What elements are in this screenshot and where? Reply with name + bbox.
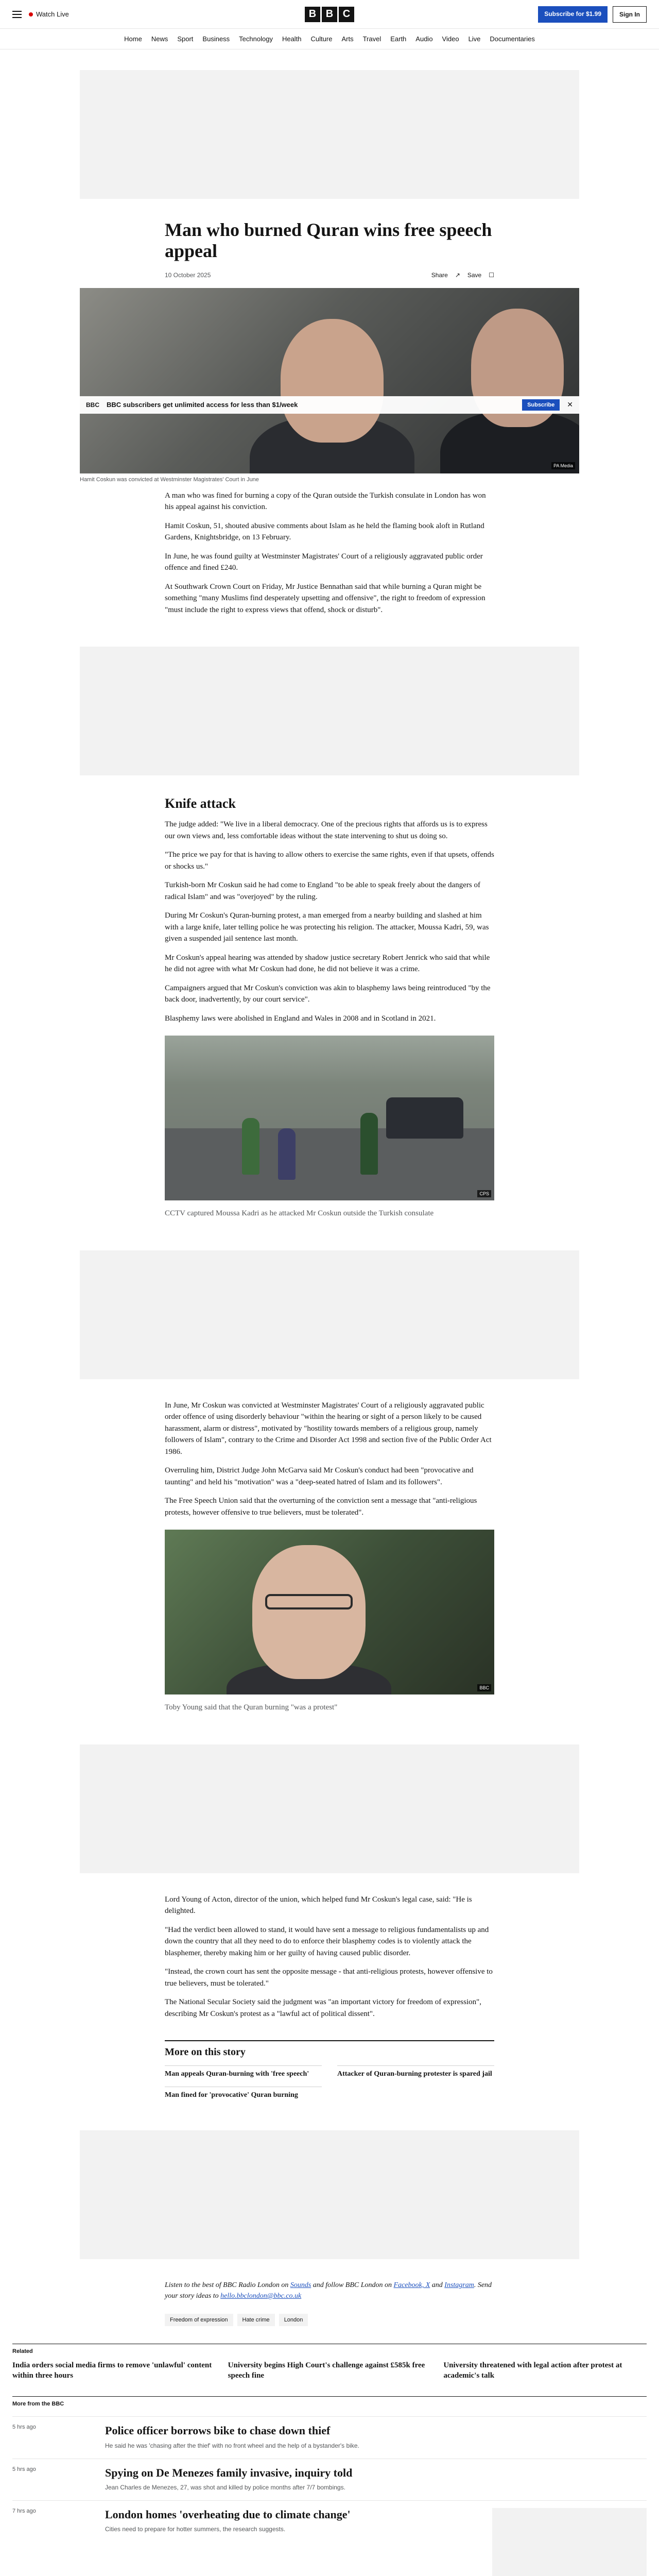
related-link[interactable]: University threatened with legal action after protest at academic's talk (443, 2361, 622, 2380)
related-title: Related (12, 2344, 647, 2354)
more-from-bbc (0, 2396, 659, 2576)
instagram-link[interactable]: Instagram (444, 2281, 474, 2290)
subscription-promo-banner (80, 396, 579, 414)
nav-item-business[interactable]: Business (202, 35, 230, 43)
sounds-link[interactable]: Sounds (290, 2281, 311, 2290)
bbc-logo[interactable]: B B C (146, 7, 513, 22)
paragraph: A man who was fined for burning a copy of the Quran outside the Turkish consulate in London has won his appeal against his conviction. (165, 491, 486, 512)
advertisement-top (80, 70, 579, 199)
subscribe-button[interactable]: Subscribe for $1.99 (538, 6, 608, 23)
nav-item-audio[interactable]: Audio (415, 35, 433, 43)
photo-caption: Toby Young said that the Quran burning "was a protest" (165, 1703, 338, 1712)
photo-copyright: CPS (477, 1190, 491, 1197)
story-title[interactable]: Spying on De Menezes family invasive, inquiry told (105, 2466, 353, 2479)
paragraph: Mr Coskun's appeal hearing was attended by shadow justice secretary Robert Jenrick who said that while he did not agree with what Mr Coskun had done, he did not believe it was a crime. (165, 953, 490, 974)
paragraph: The judge added: "We live in a liberal democracy. One of the precious rights that affords us is to express our own views and, less comfortable ideas without the state intervening to shut us doing so. (165, 820, 488, 840)
paragraph: In June, he was found guilty at Westminster Magistrates' Court of a religiously aggravated public order offence and fined £240. (165, 552, 483, 572)
hero-copyright: PA Media (551, 462, 575, 469)
paragraph: Hamit Coskun, 51, shouted abusive comments about Islam as he held the flaming book aloft in Rutland Gardens, Knightsbridge, on 13 February. (165, 521, 484, 542)
paragraph: At Southwark Crown Court on Friday, Mr Justice Bennathan said that while burning a Quran might be something "many Muslims find desperately upsetting and offensive", the right to freedom of expression "must include the right to express views that offend, shock or disturb". (165, 582, 485, 614)
share-button[interactable]: Share (431, 271, 448, 279)
story-link[interactable]: Man appeals Quran-burning with 'free speech' (165, 2065, 322, 2078)
nav-item-travel[interactable]: Travel (362, 35, 381, 43)
paragraph: Turkish-born Mr Coskun said he had come to England "to be able to speak freely about the dangers of radical Islam" and was "overjoyed" by the ruling. (165, 881, 480, 901)
list-item[interactable] (12, 2416, 647, 2449)
paragraph: During Mr Coskun's Quran-burning protest, a man emerged from a nearby building and slashed at him with a large knife, later telling police he was protecting his religion. The attacker, Moussa Kadri, 59, was given a suspended jail sentence last month. (165, 911, 489, 943)
timestamp: 5 hrs ago (12, 2466, 36, 2472)
site-header (0, 0, 659, 49)
paragraph: The National Secular Society said the judgment was "an important victory for freedom of expression", describing Mr Coskun's protest as a "lawful act of political dissent". (165, 1998, 481, 2018)
nav-item-earth[interactable]: Earth (390, 35, 407, 43)
nav-item-live[interactable]: Live (468, 35, 481, 43)
paragraph: The Free Speech Union said that the overturning of the conviction sent a message that "anti-religious protests, however offensive to true believers, must be tolerated". (165, 1497, 477, 1517)
timestamp: 7 hrs ago (12, 2508, 36, 2515)
promo-text: BBC subscribers get unlimited access for less than $1/week (107, 401, 298, 409)
advertisement-mid-2 (80, 1250, 579, 1379)
advertisement-mid-3 (80, 1744, 579, 1873)
story-link[interactable]: Attacker of Quran-burning protester is spared jail (337, 2065, 494, 2078)
menu-icon[interactable] (12, 11, 22, 18)
tag-london[interactable]: London (279, 2314, 308, 2326)
nav-item-culture[interactable]: Culture (310, 35, 333, 43)
more-on-this-story-title: More on this story (165, 2046, 246, 2058)
related-link[interactable]: India orders social media firms to remove 'unlawful' content within three hours (12, 2361, 212, 2380)
nav-item-video[interactable]: Video (442, 35, 459, 43)
story-description: He said he was 'chasing after the thief' with no front wheel and the help of a bystander's bike. (105, 2442, 359, 2449)
timestamp: 5 hrs ago (12, 2424, 36, 2431)
promo-subscribe-button[interactable]: Subscribe (522, 399, 560, 411)
story-description: Jean Charles de Menezes, 27, was shot and killed by police months after 7/7 bombings. (105, 2484, 345, 2492)
hero-caption: Hamit Coskun was convicted at Westminster Magistrates' Court in June (80, 476, 259, 483)
paragraph: "Had the verdict been allowed to stand, it would have sent a message to religious fundamentalists up and down the country that all they need to do to enforce their blasphemy codes is to violently attack the blasphemer, thereby making him or her guilty of having caused public disorder. (165, 1925, 489, 1957)
live-dot-icon (29, 12, 33, 16)
article (0, 219, 659, 2326)
more-on-this-story (165, 2040, 494, 2099)
cctv-image (165, 1036, 494, 1200)
advertisement-mid (80, 647, 579, 775)
email-link[interactable]: hello.bbclondon@bbc.co.uk (220, 2292, 302, 2300)
nav-item-news[interactable]: News (151, 35, 168, 43)
share-icon[interactable]: ↗ (455, 271, 460, 279)
portrait-image (165, 1530, 494, 1694)
nav-item-sport[interactable]: Sport (177, 35, 194, 43)
sign-in-button[interactable]: Sign In (613, 6, 647, 23)
list-item[interactable] (12, 2459, 647, 2491)
more-from-bbc-title: More from the BBC (12, 2396, 647, 2407)
photo-caption: CCTV captured Moussa Kadri as he attacked Mr Coskun outside the Turkish consulate (165, 1209, 434, 1218)
nav-item-documentaries[interactable]: Documentaries (490, 35, 535, 43)
advertisement-side (492, 2508, 647, 2576)
paragraph: Campaigners argued that Mr Coskun's conviction was akin to blasphemy laws being reintroduced "by the back door, inadvertently, by our court service". (165, 984, 491, 1004)
photo-copyright: BBC (477, 1684, 491, 1691)
section-heading: Knife attack (165, 796, 236, 811)
story-description: Cities need to prepare for hotter summers, the research suggests. (105, 2526, 286, 2533)
tag-freedom-of-expression[interactable]: Freedom of expression (165, 2314, 233, 2326)
bookmark-icon[interactable]: ☐ (489, 271, 494, 279)
nav-item-home[interactable]: Home (124, 35, 142, 43)
nav-item-arts[interactable]: Arts (341, 35, 354, 43)
paragraph: Lord Young of Acton, director of the union, which helped fund Mr Coskun's legal case, said: "He is delighted. (165, 1895, 472, 1916)
story-title[interactable]: Police officer borrows bike to chase down thief (105, 2424, 331, 2437)
list-item[interactable] (12, 2500, 647, 2576)
nav-item-health[interactable]: Health (282, 35, 302, 43)
footer-note: Listen to the best of BBC Radio London on Sounds and follow BBC London on Facebook, X and Instagram. Send your story ideas to hello.bbclondon@bbc.co.uk (165, 2281, 492, 2300)
bbc-mini-logo: BBC (86, 401, 99, 409)
close-icon[interactable]: ✕ (567, 400, 573, 409)
watch-live-button[interactable]: Watch Live (29, 10, 69, 18)
nav-item-technology[interactable]: Technology (239, 35, 273, 43)
paragraph: In June, Mr Coskun was convicted at Westminster Magistrates' Court of a religiously aggravated public order offence of using disorderly behaviour "within the hearing or sight of a person likely to be caused harassment, alarm or distress", motivated by "hostility towards members of a religious group, namely followers of Islam", contrary to the Crime and Disorder Act 1998 and section five of the Public Order Act 1986. (165, 1401, 492, 1456)
save-button[interactable]: Save (467, 271, 482, 279)
story-link[interactable]: Man fined for 'provocative' Quran burning (165, 2087, 322, 2099)
paragraph: Overruling him, District Judge John McGarva said Mr Coskun's conduct had been "provocative and taunting" and held his "motivation" was a "deep-seated hatred of Islam and its followers". (165, 1466, 474, 1486)
article-date: 10 October 2025 (165, 271, 211, 279)
article-body-3 (165, 1400, 494, 1714)
paragraph: "The price we pay for that is having to allow others to exercise the same rights, even if that upsets, offends or shocks us." (165, 851, 494, 871)
tag-hate-crime[interactable]: Hate crime (237, 2314, 275, 2326)
story-title[interactable]: London homes 'overheating due to climate change' (105, 2508, 351, 2521)
article-headline: Man who burned Quran wins free speech appeal (165, 219, 492, 262)
topic-tags (165, 2314, 494, 2326)
advertisement-bottom (80, 2130, 579, 2259)
facebook-x-link[interactable]: Facebook, X (393, 2281, 430, 2290)
main-nav (0, 29, 659, 49)
article-body-4 (165, 1894, 494, 2100)
article-body-1 (165, 490, 494, 616)
article-body-2 (165, 796, 494, 1219)
hero-image (80, 288, 579, 473)
related-section (0, 2344, 659, 2381)
paragraph: "Instead, the crown court has sent the opposite message - that anti-religious protests, however offensive to true believers, must be tolerated." (165, 1968, 493, 1988)
paragraph: Blasphemy laws were abolished in England and Wales in 2008 and in Scotland in 2021. (165, 1014, 436, 1023)
related-link[interactable]: University begins High Court's challenge against £585k free speech fine (228, 2361, 425, 2380)
